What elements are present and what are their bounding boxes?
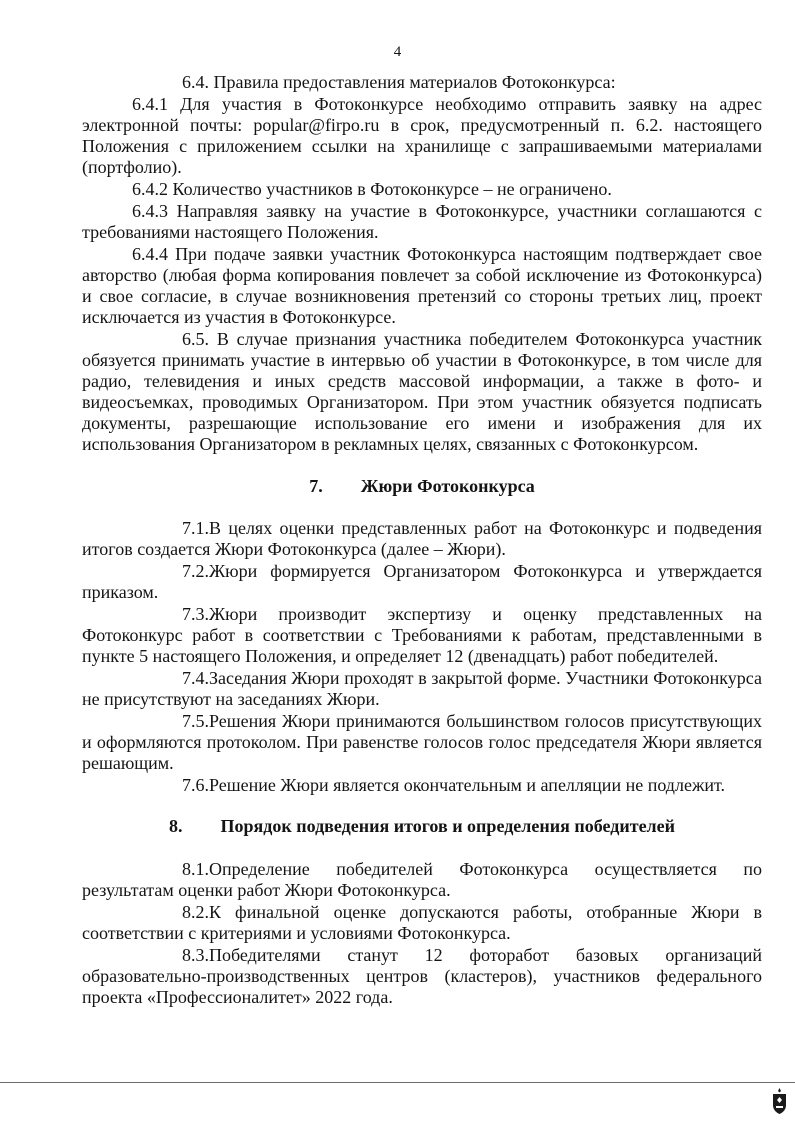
paragraph-number: 8.1.	[182, 859, 209, 879]
paragraph-text: Жюри производит экспертизу и оценку представленных на Фотоконкурс работ в соответствии с Требованиями к работам, представленными в пункте 5 настоящего Положения, и определяет 12 (двенадцать) работ победителей.	[82, 604, 762, 666]
paragraph-text: Жюри формируется Организатором Фотоконкурса и утверждается приказом.	[82, 561, 762, 602]
paragraph	[82, 902, 762, 944]
paragraph-number: 7.6.	[182, 775, 209, 795]
paragraph	[82, 518, 762, 560]
paragraph-text: При подаче заявки участник Фотоконкурса настоящим подтверждает свое авторство (любая форма копирования повлечет за собой исключение из Фотоконкурса) и свое согласие, в случае возникновения претензий со стороны третьих лиц, проект исключается из участия в Фотоконкурсе.	[82, 244, 762, 327]
paragraph-text: Решение Жюри является окончательным и апелляции не подлежит.	[209, 775, 726, 795]
paragraph-number: 6.4.2	[132, 179, 168, 199]
paragraph	[82, 179, 762, 200]
section-title: Жюри Фотоконкурса	[360, 476, 535, 496]
paragraph-text: Решения Жюри принимаются большинством голосов присутствующих и оформляются протоколом. При равенстве голосов голос председателя Жюри является решающим.	[82, 711, 762, 773]
footer-divider	[0, 1082, 795, 1083]
paragraph	[82, 244, 762, 328]
paragraph-number: 6.5.	[182, 329, 209, 349]
section-title: Порядок подведения итогов и определения победителей	[220, 816, 676, 836]
paragraph-number: 7.5.	[182, 711, 209, 731]
paragraph-text: Количество участников в Фотоконкурсе – не ограничено.	[172, 179, 612, 199]
paragraph-text: Определение победителей Фотоконкурса осуществляется по результатам оценки работ Жюри Фотоконкурса.	[82, 859, 762, 900]
paragraph	[82, 201, 762, 243]
paragraph-text: Для участия в Фотоконкурсе необходимо отправить заявку на адрес электронной почты: popular@firpo.ru в срок, предусмотренный п. 6.2. настоящего Положения с приложением ссылки на хранилище с запрашиваемыми материалами (портфолио).	[82, 94, 763, 177]
paragraph	[82, 859, 762, 901]
paragraph	[82, 329, 762, 455]
paragraph-text: Победителями станут 12 фоторабот базовых организаций образовательно-производственных центров (кластеров), участников федерального проекта «Профессионалитет» 2022 года.	[82, 945, 762, 1007]
paragraph	[82, 711, 762, 774]
paragraph	[82, 604, 762, 667]
paragraph	[82, 72, 762, 93]
paragraph-number: 8.3.	[182, 945, 209, 965]
paragraph	[82, 94, 762, 178]
paragraph-number: 6.4.3	[132, 201, 168, 221]
section-8-heading	[82, 816, 762, 837]
paragraph-text: В случае признания участника победителем Фотоконкурса участник обязуется принимать участие в интервью об участии в Фотоконкурсе, в том числе для радио, телевидения и иных средств массовой информации, а также в фото- и видеосъемках, проводимых Организатором. При этом участник обязуется подписать документы, разрешающие использование его имени и изображения для их использования Организатором в рекламных целях, связанных с Фотоконкурсом.	[82, 329, 763, 454]
paragraph	[82, 561, 762, 603]
section-number: 7.	[309, 476, 323, 496]
paragraph-text: Заседания Жюри проходят в закрытой форме. Участники Фотоконкурса не присутствуют на заседаниях Жюри.	[82, 668, 762, 709]
paragraph-text: Направляя заявку на участие в Фотоконкурсе, участники соглашаются с требованиями настоящего Положения.	[82, 201, 762, 242]
paragraph-number: 7.1.	[182, 518, 209, 538]
paragraph-number: 6.4.1	[132, 94, 168, 114]
coat-of-arms-icon	[771, 1087, 788, 1115]
paragraph	[82, 945, 762, 1008]
section-7-heading	[82, 476, 762, 497]
paragraph-number: 7.3.	[182, 604, 209, 624]
paragraph-text: В целях оценки представленных работ на Фотоконкурс и подведения итогов создается Жюри Фотоконкурса (далее – Жюри).	[82, 518, 762, 559]
paragraph-number: 8.2.	[182, 902, 209, 922]
paragraph-number: 7.4.	[182, 668, 209, 688]
page-number: 4	[393, 44, 402, 60]
paragraph-number: 6.4.4	[132, 244, 168, 264]
section-number: 8.	[168, 816, 183, 836]
paragraph-number: 6.4.	[182, 72, 209, 92]
document-body	[82, 72, 762, 1009]
paragraph-text: К финальной оценке допускаются работы, отобранные Жюри в соответствии с критериями и условиями Фотоконкурса.	[82, 902, 762, 943]
paragraph-number: 7.2.	[182, 561, 209, 581]
paragraph	[82, 668, 762, 710]
paragraph-text: Правила предоставления материалов Фотоконкурса:	[213, 72, 616, 92]
paragraph	[82, 775, 762, 796]
